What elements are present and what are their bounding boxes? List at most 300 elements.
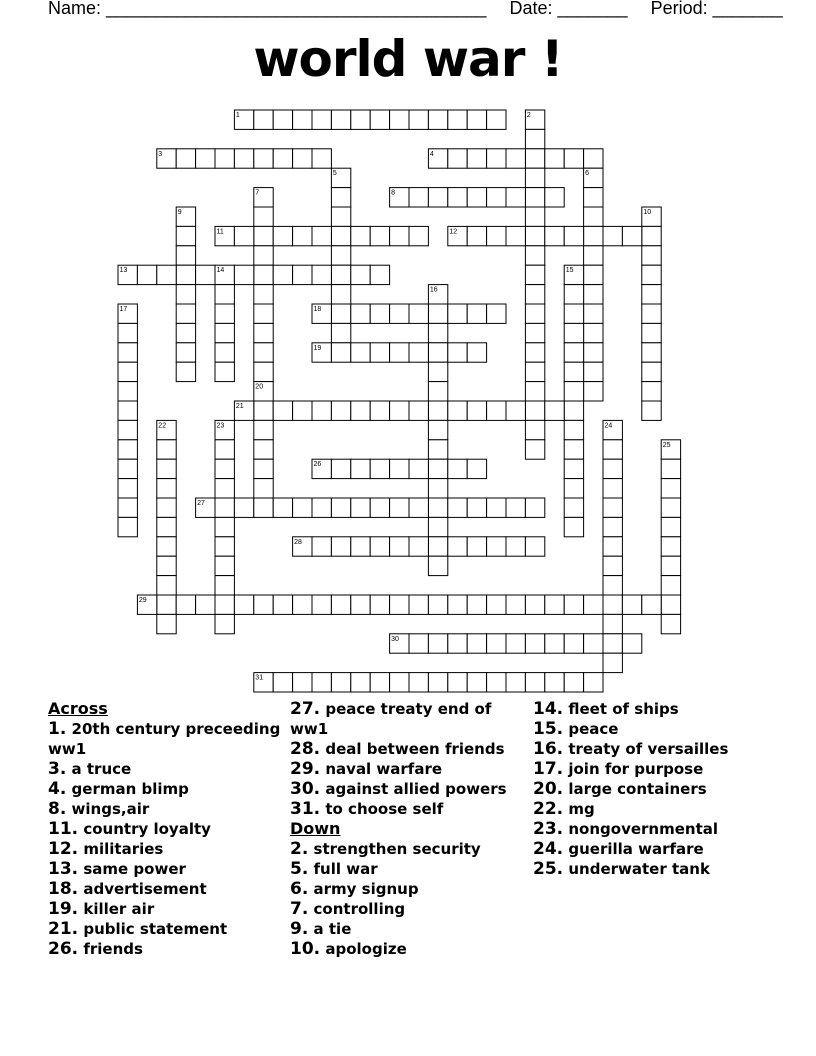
grid-cell[interactable] <box>525 246 544 265</box>
grid-cell[interactable] <box>176 285 195 304</box>
grid-cell[interactable] <box>196 265 215 284</box>
grid-cell[interactable] <box>118 479 137 498</box>
grid-cell[interactable] <box>428 537 447 556</box>
grid-cell[interactable] <box>428 304 447 323</box>
grid-cell[interactable] <box>467 110 486 129</box>
grid-cell[interactable] <box>215 576 234 595</box>
grid-cell[interactable] <box>661 459 680 478</box>
grid-cell[interactable] <box>254 304 273 323</box>
grid-cell[interactable] <box>254 498 273 517</box>
grid-cell[interactable] <box>409 226 428 245</box>
grid-cell[interactable] <box>331 459 350 478</box>
grid-cell[interactable] <box>622 226 641 245</box>
grid-cell[interactable] <box>545 595 564 614</box>
grid-cell[interactable] <box>525 188 544 207</box>
grid-cell[interactable] <box>351 595 370 614</box>
grid-cell[interactable] <box>525 207 544 226</box>
grid-cell[interactable] <box>370 265 389 284</box>
grid-cell[interactable] <box>312 595 331 614</box>
grid-cell[interactable] <box>157 440 176 459</box>
grid-cell[interactable] <box>390 110 409 129</box>
grid-cell[interactable] <box>467 498 486 517</box>
grid-cell[interactable] <box>428 323 447 342</box>
grid-cell[interactable] <box>622 595 641 614</box>
period-field[interactable]: Period: _______ <box>650 0 783 18</box>
grid-cell[interactable] <box>642 382 661 401</box>
grid-cell[interactable] <box>273 595 292 614</box>
grid-cell[interactable] <box>448 673 467 692</box>
grid-cell[interactable] <box>176 226 195 245</box>
grid-cell[interactable] <box>564 498 583 517</box>
grid-cell[interactable] <box>331 343 350 362</box>
grid-cell[interactable] <box>215 537 234 556</box>
grid-cell[interactable] <box>254 226 273 245</box>
grid-cell[interactable] <box>525 440 544 459</box>
grid-cell[interactable] <box>661 498 680 517</box>
grid-cell[interactable] <box>293 149 312 168</box>
grid-cell[interactable] <box>331 304 350 323</box>
grid-cell[interactable] <box>487 149 506 168</box>
grid-cell[interactable] <box>448 188 467 207</box>
grid-cell[interactable] <box>196 149 215 168</box>
grid-cell[interactable] <box>390 595 409 614</box>
grid-cell[interactable] <box>448 401 467 420</box>
grid-cell[interactable] <box>157 576 176 595</box>
grid-cell[interactable] <box>273 110 292 129</box>
grid-cell[interactable] <box>584 285 603 304</box>
grid-cell[interactable] <box>642 362 661 381</box>
grid-cell[interactable] <box>351 110 370 129</box>
grid-cell[interactable] <box>428 401 447 420</box>
grid-cell[interactable] <box>390 401 409 420</box>
grid-cell[interactable] <box>157 614 176 633</box>
grid-cell[interactable] <box>603 576 622 595</box>
grid-cell[interactable] <box>525 285 544 304</box>
grid-cell[interactable] <box>331 498 350 517</box>
grid-cell[interactable] <box>234 595 253 614</box>
grid-cell[interactable] <box>467 343 486 362</box>
grid-cell[interactable] <box>254 207 273 226</box>
grid-cell[interactable] <box>428 556 447 575</box>
grid-cell[interactable] <box>215 362 234 381</box>
grid-cell[interactable] <box>584 149 603 168</box>
grid-cell[interactable] <box>331 207 350 226</box>
grid-cell[interactable] <box>157 537 176 556</box>
grid-cell[interactable] <box>564 149 583 168</box>
grid-cell[interactable] <box>506 188 525 207</box>
grid-cell[interactable] <box>370 110 389 129</box>
grid-cell[interactable] <box>254 595 273 614</box>
grid-cell[interactable] <box>215 304 234 323</box>
grid-cell[interactable] <box>467 188 486 207</box>
grid-cell[interactable] <box>428 479 447 498</box>
grid-cell[interactable] <box>215 517 234 536</box>
grid-cell[interactable] <box>254 362 273 381</box>
grid-cell[interactable] <box>234 226 253 245</box>
grid-cell[interactable] <box>545 149 564 168</box>
grid-cell[interactable] <box>273 673 292 692</box>
grid-cell[interactable] <box>584 634 603 653</box>
grid-cell[interactable] <box>584 265 603 284</box>
grid-cell[interactable] <box>603 653 622 672</box>
grid-cell[interactable] <box>390 537 409 556</box>
grid-cell[interactable] <box>487 673 506 692</box>
grid-cell[interactable] <box>428 382 447 401</box>
grid-cell[interactable] <box>331 226 350 245</box>
grid-cell[interactable] <box>525 265 544 284</box>
grid-cell[interactable] <box>370 304 389 323</box>
grid-cell[interactable] <box>234 149 253 168</box>
grid-cell[interactable] <box>215 459 234 478</box>
grid-cell[interactable] <box>525 168 544 187</box>
grid-cell[interactable] <box>118 459 137 478</box>
grid-cell[interactable] <box>331 285 350 304</box>
grid-cell[interactable] <box>661 537 680 556</box>
grid-cell[interactable] <box>331 537 350 556</box>
grid-cell[interactable] <box>409 110 428 129</box>
grid-cell[interactable] <box>254 149 273 168</box>
grid-cell[interactable] <box>487 110 506 129</box>
grid-cell[interactable] <box>331 265 350 284</box>
grid-cell[interactable] <box>176 246 195 265</box>
grid-cell[interactable] <box>428 673 447 692</box>
grid-cell[interactable] <box>603 517 622 536</box>
grid-cell[interactable] <box>487 537 506 556</box>
grid-cell[interactable] <box>603 634 622 653</box>
grid-cell[interactable] <box>157 595 176 614</box>
grid-cell[interactable] <box>564 440 583 459</box>
grid-cell[interactable] <box>331 401 350 420</box>
grid-cell[interactable] <box>603 226 622 245</box>
grid-cell[interactable] <box>312 149 331 168</box>
grid-cell[interactable] <box>448 634 467 653</box>
grid-cell[interactable] <box>312 265 331 284</box>
grid-cell[interactable] <box>525 595 544 614</box>
grid-cell[interactable] <box>254 479 273 498</box>
grid-cell[interactable] <box>448 537 467 556</box>
grid-cell[interactable] <box>293 265 312 284</box>
grid-cell[interactable] <box>254 323 273 342</box>
grid-cell[interactable] <box>293 595 312 614</box>
grid-cell[interactable] <box>584 188 603 207</box>
grid-cell[interactable] <box>312 537 331 556</box>
grid-cell[interactable] <box>584 595 603 614</box>
grid-cell[interactable] <box>525 382 544 401</box>
grid-cell[interactable] <box>525 129 544 148</box>
grid-cell[interactable] <box>506 498 525 517</box>
grid-cell[interactable] <box>622 634 641 653</box>
grid-cell[interactable] <box>584 343 603 362</box>
grid-cell[interactable] <box>409 343 428 362</box>
grid-cell[interactable] <box>370 459 389 478</box>
grid-cell[interactable] <box>331 188 350 207</box>
grid-cell[interactable] <box>564 343 583 362</box>
grid-cell[interactable] <box>603 614 622 633</box>
grid-cell[interactable] <box>448 595 467 614</box>
grid-cell[interactable] <box>254 420 273 439</box>
grid-cell[interactable] <box>293 673 312 692</box>
grid-cell[interactable] <box>603 459 622 478</box>
grid-cell[interactable] <box>564 362 583 381</box>
grid-cell[interactable] <box>293 226 312 245</box>
grid-cell[interactable] <box>351 459 370 478</box>
grid-cell[interactable] <box>603 479 622 498</box>
grid-cell[interactable] <box>157 498 176 517</box>
grid-cell[interactable] <box>273 226 292 245</box>
grid-cell[interactable] <box>312 498 331 517</box>
grid-cell[interactable] <box>137 265 156 284</box>
grid-cell[interactable] <box>215 343 234 362</box>
grid-cell[interactable] <box>215 149 234 168</box>
grid-cell[interactable] <box>273 498 292 517</box>
grid-cell[interactable] <box>545 634 564 653</box>
grid-cell[interactable] <box>428 498 447 517</box>
grid-cell[interactable] <box>157 265 176 284</box>
grid-cell[interactable] <box>564 401 583 420</box>
grid-cell[interactable] <box>118 323 137 342</box>
grid-cell[interactable] <box>157 479 176 498</box>
grid-cell[interactable] <box>215 479 234 498</box>
grid-cell[interactable] <box>254 265 273 284</box>
grid-cell[interactable] <box>525 343 544 362</box>
grid-cell[interactable] <box>584 207 603 226</box>
grid-cell[interactable] <box>157 459 176 478</box>
grid-cell[interactable] <box>390 459 409 478</box>
grid-cell[interactable] <box>215 556 234 575</box>
grid-cell[interactable] <box>564 595 583 614</box>
grid-cell[interactable] <box>467 595 486 614</box>
grid-cell[interactable] <box>467 226 486 245</box>
grid-cell[interactable] <box>370 673 389 692</box>
grid-cell[interactable] <box>584 304 603 323</box>
grid-cell[interactable] <box>642 226 661 245</box>
grid-cell[interactable] <box>564 420 583 439</box>
grid-cell[interactable] <box>118 498 137 517</box>
grid-cell[interactable] <box>293 401 312 420</box>
grid-cell[interactable] <box>448 110 467 129</box>
grid-cell[interactable] <box>176 323 195 342</box>
grid-cell[interactable] <box>564 382 583 401</box>
grid-cell[interactable] <box>176 595 195 614</box>
grid-cell[interactable] <box>584 323 603 342</box>
grid-cell[interactable] <box>642 304 661 323</box>
grid-cell[interactable] <box>351 673 370 692</box>
grid-cell[interactable] <box>564 517 583 536</box>
grid-cell[interactable] <box>428 343 447 362</box>
grid-cell[interactable] <box>409 188 428 207</box>
grid-cell[interactable] <box>603 440 622 459</box>
grid-cell[interactable] <box>603 498 622 517</box>
grid-cell[interactable] <box>176 304 195 323</box>
grid-cell[interactable] <box>487 401 506 420</box>
grid-cell[interactable] <box>661 614 680 633</box>
grid-cell[interactable] <box>428 188 447 207</box>
grid-cell[interactable] <box>642 343 661 362</box>
grid-cell[interactable] <box>525 673 544 692</box>
grid-cell[interactable] <box>564 285 583 304</box>
grid-cell[interactable] <box>351 537 370 556</box>
grid-cell[interactable] <box>506 401 525 420</box>
grid-cell[interactable] <box>254 440 273 459</box>
grid-cell[interactable] <box>254 343 273 362</box>
grid-cell[interactable] <box>370 595 389 614</box>
grid-cell[interactable] <box>448 498 467 517</box>
grid-cell[interactable] <box>448 149 467 168</box>
grid-cell[interactable] <box>118 343 137 362</box>
grid-cell[interactable] <box>467 401 486 420</box>
grid-cell[interactable] <box>467 459 486 478</box>
grid-cell[interactable] <box>312 401 331 420</box>
grid-cell[interactable] <box>448 459 467 478</box>
grid-cell[interactable] <box>215 285 234 304</box>
grid-cell[interactable] <box>331 323 350 342</box>
grid-cell[interactable] <box>118 420 137 439</box>
grid-cell[interactable] <box>273 265 292 284</box>
grid-cell[interactable] <box>390 498 409 517</box>
grid-cell[interactable] <box>448 343 467 362</box>
grid-cell[interactable] <box>545 188 564 207</box>
grid-cell[interactable] <box>564 226 583 245</box>
grid-cell[interactable] <box>118 440 137 459</box>
grid-cell[interactable] <box>506 537 525 556</box>
grid-cell[interactable] <box>448 304 467 323</box>
grid-cell[interactable] <box>642 401 661 420</box>
grid-cell[interactable] <box>467 673 486 692</box>
grid-cell[interactable] <box>525 498 544 517</box>
grid-cell[interactable] <box>603 537 622 556</box>
grid-cell[interactable] <box>118 362 137 381</box>
grid-cell[interactable] <box>409 401 428 420</box>
grid-cell[interactable] <box>487 634 506 653</box>
grid-cell[interactable] <box>506 595 525 614</box>
grid-cell[interactable] <box>254 246 273 265</box>
grid-cell[interactable] <box>506 226 525 245</box>
grid-cell[interactable] <box>584 246 603 265</box>
grid-cell[interactable] <box>525 304 544 323</box>
grid-cell[interactable] <box>254 401 273 420</box>
grid-cell[interactable] <box>661 576 680 595</box>
grid-cell[interactable] <box>564 323 583 342</box>
grid-cell[interactable] <box>273 149 292 168</box>
grid-cell[interactable] <box>273 401 292 420</box>
grid-cell[interactable] <box>331 673 350 692</box>
grid-cell[interactable] <box>351 498 370 517</box>
grid-cell[interactable] <box>215 614 234 633</box>
grid-cell[interactable] <box>525 401 544 420</box>
grid-cell[interactable] <box>370 498 389 517</box>
grid-cell[interactable] <box>428 517 447 536</box>
grid-cell[interactable] <box>525 634 544 653</box>
grid-cell[interactable] <box>603 595 622 614</box>
grid-cell[interactable] <box>487 304 506 323</box>
grid-cell[interactable] <box>525 537 544 556</box>
grid-cell[interactable] <box>215 323 234 342</box>
date-field[interactable]: Date: _______ <box>509 0 628 18</box>
grid-cell[interactable] <box>331 595 350 614</box>
grid-cell[interactable] <box>409 304 428 323</box>
grid-cell[interactable] <box>661 517 680 536</box>
grid-cell[interactable] <box>428 440 447 459</box>
grid-cell[interactable] <box>525 323 544 342</box>
grid-cell[interactable] <box>409 537 428 556</box>
grid-cell[interactable] <box>661 556 680 575</box>
grid-cell[interactable] <box>467 537 486 556</box>
grid-cell[interactable] <box>351 304 370 323</box>
grid-cell[interactable] <box>487 595 506 614</box>
grid-cell[interactable] <box>157 556 176 575</box>
grid-cell[interactable] <box>215 440 234 459</box>
grid-cell[interactable] <box>545 226 564 245</box>
grid-cell[interactable] <box>428 362 447 381</box>
grid-cell[interactable] <box>118 382 137 401</box>
grid-cell[interactable] <box>564 634 583 653</box>
grid-cell[interactable] <box>487 498 506 517</box>
grid-cell[interactable] <box>176 149 195 168</box>
grid-cell[interactable] <box>370 537 389 556</box>
grid-cell[interactable] <box>467 634 486 653</box>
grid-cell[interactable] <box>642 265 661 284</box>
grid-cell[interactable] <box>487 226 506 245</box>
grid-cell[interactable] <box>293 498 312 517</box>
name-field[interactable]: Name: ______________________________________ <box>48 0 487 18</box>
grid-cell[interactable] <box>564 479 583 498</box>
grid-cell[interactable] <box>661 595 680 614</box>
grid-cell[interactable] <box>351 226 370 245</box>
grid-cell[interactable] <box>331 246 350 265</box>
grid-cell[interactable] <box>351 265 370 284</box>
grid-cell[interactable] <box>390 226 409 245</box>
grid-cell[interactable] <box>584 673 603 692</box>
grid-cell[interactable] <box>584 362 603 381</box>
grid-cell[interactable] <box>254 285 273 304</box>
grid-cell[interactable] <box>215 498 234 517</box>
grid-cell[interactable] <box>196 595 215 614</box>
grid-cell[interactable] <box>234 498 253 517</box>
grid-cell[interactable] <box>370 343 389 362</box>
grid-cell[interactable] <box>390 304 409 323</box>
grid-cell[interactable] <box>506 673 525 692</box>
grid-cell[interactable] <box>331 110 350 129</box>
grid-cell[interactable] <box>428 634 447 653</box>
grid-cell[interactable] <box>176 265 195 284</box>
grid-cell[interactable] <box>351 343 370 362</box>
grid-cell[interactable] <box>467 304 486 323</box>
grid-cell[interactable] <box>312 226 331 245</box>
grid-cell[interactable] <box>390 343 409 362</box>
grid-cell[interactable] <box>545 401 564 420</box>
grid-cell[interactable] <box>642 323 661 342</box>
grid-cell[interactable] <box>584 226 603 245</box>
grid-cell[interactable] <box>642 246 661 265</box>
grid-cell[interactable] <box>390 673 409 692</box>
grid-cell[interactable] <box>545 673 564 692</box>
grid-cell[interactable] <box>370 226 389 245</box>
grid-cell[interactable] <box>603 556 622 575</box>
grid-cell[interactable] <box>351 401 370 420</box>
grid-cell[interactable] <box>118 401 137 420</box>
grid-cell[interactable] <box>428 420 447 439</box>
grid-cell[interactable] <box>157 517 176 536</box>
grid-cell[interactable] <box>525 149 544 168</box>
grid-cell[interactable] <box>215 595 234 614</box>
grid-cell[interactable] <box>506 149 525 168</box>
grid-cell[interactable] <box>409 634 428 653</box>
grid-cell[interactable] <box>525 362 544 381</box>
grid-cell[interactable] <box>234 265 253 284</box>
grid-cell[interactable] <box>584 382 603 401</box>
grid-cell[interactable] <box>642 595 661 614</box>
grid-cell[interactable] <box>506 634 525 653</box>
